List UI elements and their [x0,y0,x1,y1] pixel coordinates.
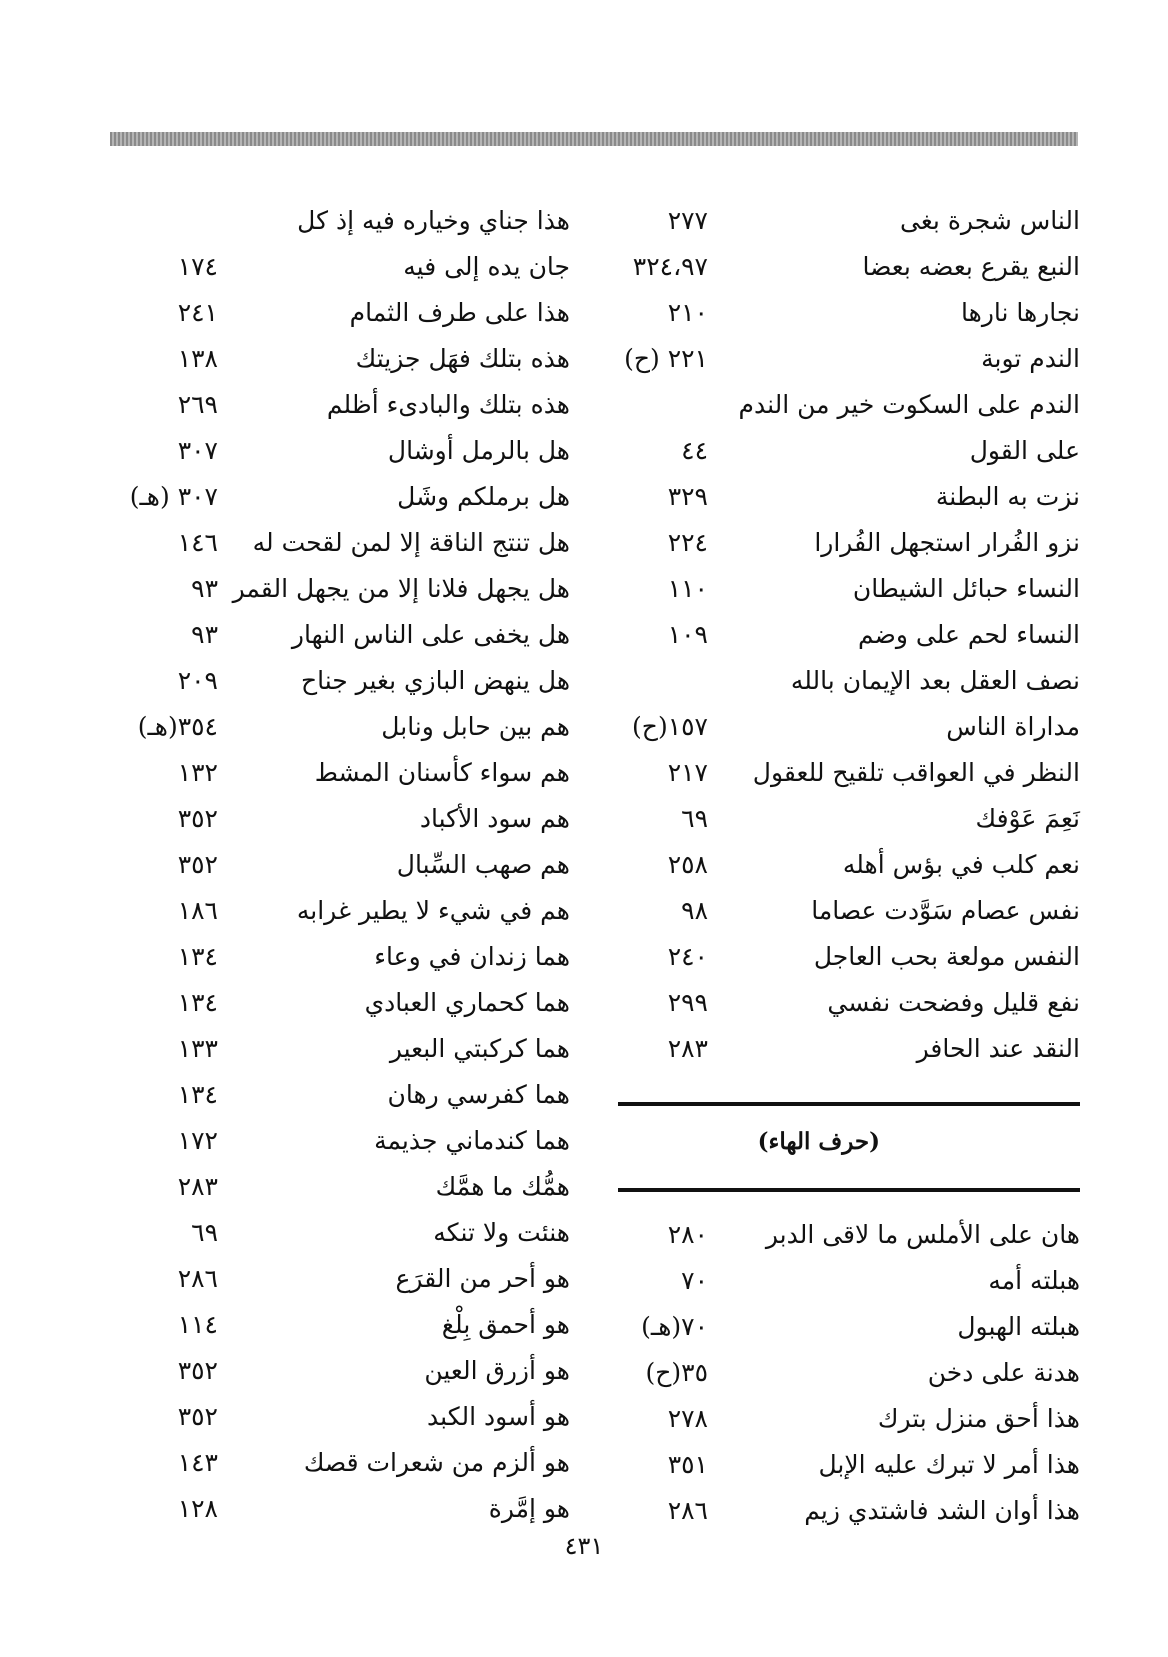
entry-page-ref: ٣٥٢ [177,804,218,833]
entry-page-ref: ٢٧٧ [667,206,708,235]
index-entry [120,1350,570,1396]
index-entry [618,1306,1080,1352]
index-entry [120,660,570,706]
entry-phrase: نجارها نارها [961,298,1080,327]
entry-phrase: الندم على السكوت خير من الندم [738,390,1080,419]
index-entry [120,844,570,890]
entry-page-ref: ٢٨٣ [177,1172,218,1201]
entry-phrase: نَعِمَ عَوْفك [975,804,1080,833]
index-entry [120,246,570,292]
entry-page-ref: ٢٠٩ [177,666,218,695]
entry-page-ref: ١٤٦ [177,528,218,557]
entry-phrase: هم سواء كأسنان المشط [314,758,570,787]
entry-phrase: هذه بتلك فهَل جزيتك [355,344,570,373]
entry-phrase: هذا أمر لا تبرك عليه الإبل [818,1450,1080,1479]
entry-phrase: الناس شجرة بغى [900,206,1080,235]
entry-page-ref: ٣٢٤،٩٧ [632,252,708,281]
entry-page-ref: ١٣٤ [177,1080,218,1109]
entry-phrase: نفع قليل وفضحت نفسي [827,988,1080,1017]
entry-page-ref: ٦٩ [191,1218,218,1247]
entry-phrase: النبع يقرع بعضه بعضا [862,252,1080,281]
index-entry [618,936,1080,982]
entry-page-ref: ٤٤ [681,436,708,465]
index-entry [618,706,1080,752]
entry-page-ref: ١٣٢ [177,758,218,787]
index-entry [618,292,1080,338]
entry-phrase: هما كركبتي البعير [389,1034,570,1063]
entry-phrase: النساء لحم على وضم [858,620,1080,649]
index-entry [618,246,1080,292]
entry-page-ref: ٢٤٠ [667,942,708,971]
entry-phrase: نعم كلب في بؤس أهله [842,850,1080,879]
index-entry [120,1258,570,1304]
index-entry [120,476,570,522]
entry-phrase: النساء حبائل الشيطان [852,574,1080,603]
entry-page-ref: ١٧٤ [177,252,218,281]
index-entry [120,430,570,476]
index-entry [618,890,1080,936]
index-entry [618,1398,1080,1444]
entry-phrase: هما كفرسي رهان [387,1080,570,1109]
entry-phrase: هو أحمق بِلْغ [441,1310,570,1339]
index-entry [120,1074,570,1120]
index-entry [120,1396,570,1442]
index-entry [120,614,570,660]
index-entry [618,1260,1080,1306]
entry-page-ref: ٢٨٦ [177,1264,218,1293]
entry-page-ref: ١٧٢ [177,1126,218,1155]
index-entry [618,1214,1080,1260]
entry-phrase: هم في شيء لا يطير غرابه [296,896,570,925]
entry-phrase: هدنة على دخن [927,1358,1080,1387]
index-entry [120,1304,570,1350]
index-column-left [120,200,570,1534]
entry-phrase: هان على الأملس ما لاقى الدبر [765,1220,1080,1249]
index-entry [618,384,1080,430]
entry-page-ref: ٢٧٨ [667,1404,708,1433]
entry-phrase: نصف العقل بعد الإيمان بالله [790,666,1080,695]
entry-phrase: هم بين حابل ونابل [381,712,570,741]
entry-phrase: الندم توبة [981,344,1080,373]
index-entry [120,982,570,1028]
entry-page-ref: ٩٣ [191,574,218,603]
entry-page-ref: ١٢٨ [177,1494,218,1523]
index-entry [618,1028,1080,1074]
entry-phrase: هذا أوان الشد فاشتدي زيم [804,1496,1080,1525]
entry-phrase: هبلته أمه [988,1266,1080,1295]
entry-phrase: هذا أحق منزل بترك [877,1404,1080,1433]
index-entry [618,798,1080,844]
entry-phrase: هم صهب السِّبال [396,850,570,879]
index-entry [120,936,570,982]
index-entry [618,1444,1080,1490]
index-entry [618,200,1080,246]
entry-page-ref: ١١٤ [177,1310,218,1339]
entry-phrase: هو أحر من القرَع [395,1264,570,1293]
index-entry [120,568,570,614]
index-entry [618,338,1080,384]
entry-page-ref: ٣٥(ح) [645,1358,708,1387]
entry-page-ref: ٧٠ [681,1266,708,1295]
index-entry [120,1488,570,1534]
entry-phrase: هو أسود الكبد [427,1402,570,1431]
entry-page-ref: ٧٠(هـ) [641,1312,708,1341]
page-number: ٤٣١ [564,1532,604,1560]
section-header-ha [618,1102,1080,1192]
index-list-ha-continued [120,200,570,1534]
index-entry [618,522,1080,568]
entry-page-ref: ١٤٣ [177,1448,218,1477]
entry-page-ref: ٢٩٩ [667,988,708,1017]
index-entry [120,1442,570,1488]
entry-phrase: النقد عند الحافر [916,1034,1080,1063]
entry-phrase: هو ألزم من شعرات قصك [303,1448,570,1477]
entry-page-ref: ٣٠٧ [177,436,218,465]
entry-page-ref: ٦٩ [681,804,708,833]
index-entry [120,384,570,430]
index-list-ha [618,1214,1080,1536]
entry-page-ref: ٢٤١ [177,298,218,327]
entry-page-ref: ٢١٠ [667,298,708,327]
entry-phrase: هنئت ولا تنكه [433,1218,570,1247]
entry-page-ref: ١٣٤ [177,988,218,1017]
index-entry [618,1490,1080,1536]
index-entry [120,890,570,936]
index-entry [618,982,1080,1028]
entry-phrase: النظر في العواقب تلقيح للعقول [752,758,1080,787]
entry-phrase: همُّك ما همَّك [435,1172,570,1201]
index-entry [618,614,1080,660]
entry-page-ref: ٢٦٩ [177,390,218,419]
entry-page-ref: ١٨٦ [177,896,218,925]
entry-page-ref: ٩٨ [681,896,708,925]
entry-phrase: هما زندان في وعاء [374,942,570,971]
entry-phrase: نزت به البطنة [935,482,1080,511]
index-column-right [618,200,1080,1536]
entry-phrase: على القول [969,436,1080,465]
index-entry [120,200,570,246]
index-entry [618,476,1080,522]
index-entry [618,430,1080,476]
index-entry [618,660,1080,706]
entry-page-ref: ٣٢٩ [667,482,708,511]
index-entry [618,568,1080,614]
entry-page-ref: ٩٣ [191,620,218,649]
entry-page-ref: ٣٥١ [667,1450,708,1479]
entry-page-ref: ٢٢٤ [667,528,708,557]
index-entry [120,1212,570,1258]
index-entry [120,292,570,338]
index-entry [618,844,1080,890]
entry-page-ref: ١٣٣ [177,1034,218,1063]
entry-page-ref: ١٥٧(ح) [632,712,708,741]
index-entry [120,706,570,752]
index-entry [120,1120,570,1166]
entry-page-ref: ١٣٤ [177,942,218,971]
entry-phrase: نزو الفُرار استجهل الفُرارا [814,528,1080,557]
entry-page-ref: ١٠٩ [667,620,708,649]
entry-page-ref: ٢٨٦ [667,1496,708,1525]
entry-page-ref: ٣٠٧ (هـ) [129,482,218,511]
entry-phrase: هما كندماني جذيمة [374,1126,570,1155]
entry-phrase: هبلته الهبول [957,1312,1080,1341]
entry-phrase: هو إمَّرة [488,1494,570,1523]
entry-phrase: هل بالرمل أوشال [387,436,570,465]
index-entry [120,1166,570,1212]
header-rule [110,132,1078,146]
index-entry [120,798,570,844]
entry-page-ref: ٣٥٤(هـ) [137,712,218,741]
entry-phrase: هل يخفى على الناس النهار [291,620,570,649]
entry-page-ref: ٣٥٢ [177,850,218,879]
entry-phrase: هل ينهض البازي بغير جناح [300,666,570,695]
index-list-nun [618,200,1080,1074]
entry-page-ref: ٣٥٢ [177,1356,218,1385]
entry-phrase: نفس عصام سَوَّدت عصاما [811,896,1080,925]
entry-phrase: هذه بتلك والبادىء أظلم [326,390,570,419]
entry-phrase: هذا جناي وخياره فيه إذ كل [297,206,570,235]
entry-phrase: هل يجهل فلانا إلا من يجهل القمر [232,574,570,603]
entry-page-ref: ٢٥٨ [667,850,708,879]
entry-phrase: جان يده إلى فيه [403,252,570,281]
entry-phrase: مداراة الناس [946,712,1080,741]
entry-page-ref: ٢٨٣ [667,1034,708,1063]
entry-phrase: النفس مولعة بحب العاجل [813,942,1080,971]
entry-page-ref: ٣٥٢ [177,1402,218,1431]
entry-page-ref: ١١٠ [667,574,708,603]
index-entry [618,752,1080,798]
entry-page-ref: ٢١٧ [667,758,708,787]
index-entry [618,1352,1080,1398]
entry-phrase: هل تنتج الناقة إلا لمن لقحت له [252,528,570,557]
entry-phrase: هم سود الأكباد [419,804,570,833]
entry-phrase: هذا على طرف الثمام [349,298,570,327]
entry-page-ref: ١٣٨ [177,344,218,373]
index-entry [120,1028,570,1074]
entry-phrase: هو أزرق العين [424,1356,570,1385]
entry-page-ref: ٢٢١ (ح) [624,344,708,373]
index-entry [120,338,570,384]
entry-page-ref: ٢٨٠ [667,1220,708,1249]
entry-phrase: هل برملكم وشَل [397,482,570,511]
section-heading: (حرف الهاء) [757,1128,880,1155]
entry-phrase: هما كحماري العبادي [364,988,570,1017]
index-entry [120,522,570,568]
index-entry [120,752,570,798]
